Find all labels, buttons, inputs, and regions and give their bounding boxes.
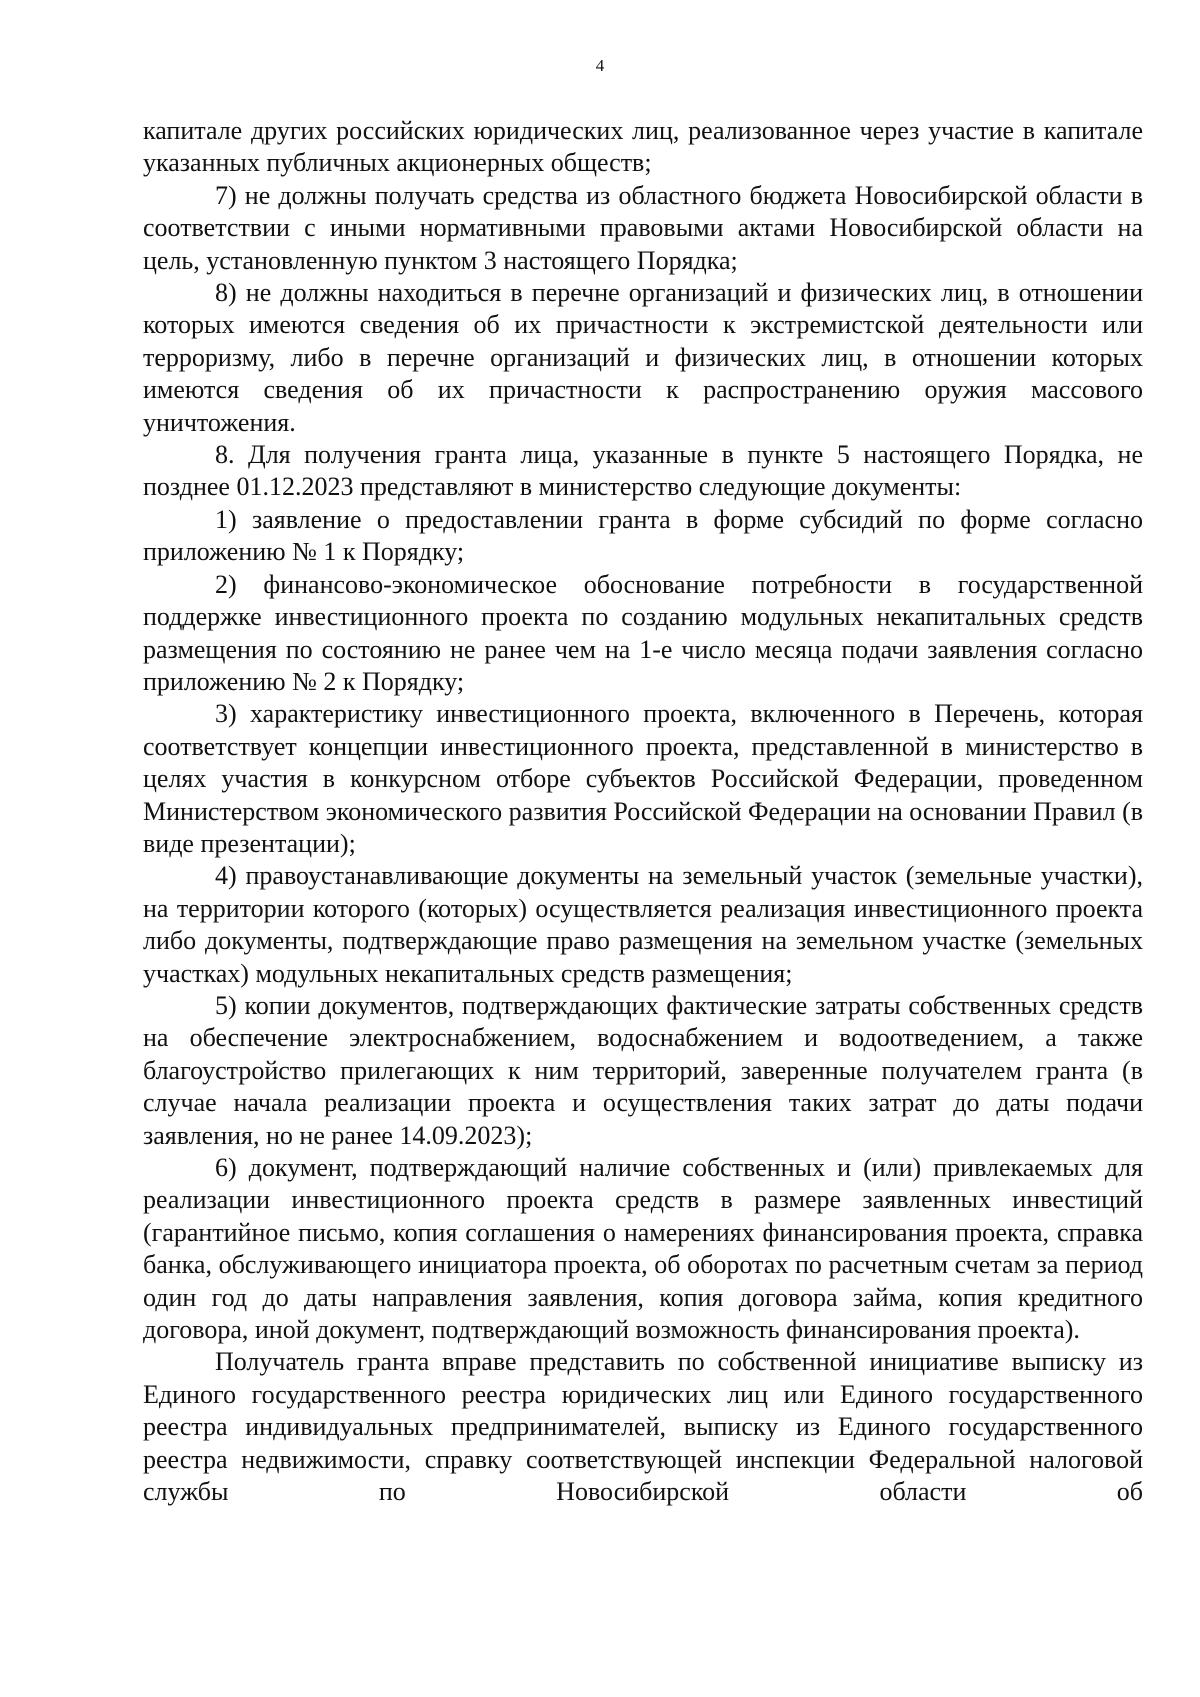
paragraph-section-8: 8. Для получения гранта лица, указанные в пункте 5 настоящего Порядка, не позднее 01.12.2023 представляют в министерство следующие документы: [143,440,1143,502]
paragraph-doc-3: 3) характеристику инвестиционного проекта, включенного в Перечень, которая соответствует концепции инвестиционного проекта, представленной в министерство в целях участия в конкурсном отборе субъектов Российской Федерации, проведенном Министерством экономического развития Российской Федерации на основании Правил (в виде презентации); [143,699,1143,858]
paragraph-item-7: 7) не должны получать средства из областного бюджета Новосибирской области в соответствии с иными нормативными правовыми актами Новосибирской области на цель, установленную пунктом 3 настоящего Порядка; [143,180,1143,275]
paragraph-item-8: 8) не должны находиться в перечне организаций и физических лиц, в отношении которых имеются сведения об их причастности к экстремистской деятельности или терроризму, либо в перечне организаций и физических лиц, в отношении которых имеются сведения об их причастности к распространению оружия массового уничтожения. [143,278,1143,437]
paragraph-doc-1: 1) заявление о предоставлении гранта в форме субсидий по форме согласно приложению № 1 к Порядку; [143,504,1143,567]
paragraph-doc-6: 6) документ, подтверждающий наличие собственных и (или) привлекаемых для реализации инвестиционного проекта средств в размере заявленных инвестиций (гарантийное письмо, копия соглашения о намерениях финансирования проекта, справка банка, обслуживающего инициатора проекта, об оборотах по расчетным счетам за период один год до даты направления заявления, копия договора займа, копия кредитного договора, иной документ, подтверждающий возможность финансирования проекта). [143,1153,1143,1345]
paragraph-continuation: капитале других российских юридических лиц, реализованное через участие в капитале указанных публичных акционерных обществ; [143,116,1143,178]
paragraph-doc-5: 5) копии документов, подтверждающих фактические затраты собственных средств на обеспечение электроснабжением, водоснабжением и водоотведением, а также благоустройство прилегающих к ним территорий, заверенные получателем гранта (в случае начала реализации проекта и осуществления таких затрат до даты подачи заявления, но не ранее 14.09.2023); [143,990,1143,1150]
document-body [143,115,1143,1508]
page-number: 4 [595,56,605,75]
paragraph-grant-recipient: Получатель гранта вправе представить по собственной инициативе выписку из Единого государственного реестра юридических лиц или Единого государственного реестра индивидуальных предпринимателей, выписку из Единого государственного реестра недвижимости, справку соответствующей инспекции Федеральной налоговой службы по Новосибирской области об [143,1347,1143,1507]
paragraph-doc-2: 2) финансово-экономическое обоснование потребности в государственной поддержке инвестиционного проекта по созданию модульных некапитальных средств размещения по состоянию не ранее чем на 1-е число месяца подачи заявления согласно приложению № 2 к Порядку; [143,569,1143,696]
paragraph-doc-4: 4) правоустанавливающие документы на земельный участок (земельные участки), на территории которого (которых) осуществляется реализация инвестиционного проекта либо документы, подтверждающие право размещения на земельном участке (земельных участках) модульных некапитальных средств размещения; [143,861,1143,988]
